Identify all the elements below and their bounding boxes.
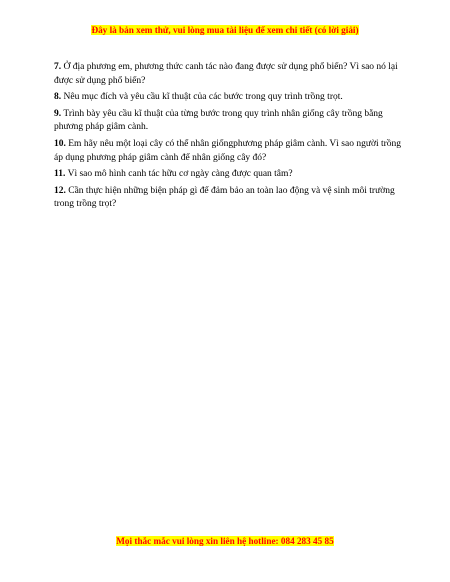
question-item-9 bbox=[54, 108, 404, 135]
question-number: 10. bbox=[54, 138, 66, 149]
question-number: 12. bbox=[54, 185, 66, 196]
question-item-10 bbox=[54, 138, 404, 165]
preview-notice-banner bbox=[0, 23, 450, 36]
question-text: Ở địa phương em, phương thức canh tác nào đang được sử dụng phổ biến? Vì sao nó lại được sử dụng phổ biến? bbox=[54, 62, 398, 86]
question-number: 7. bbox=[54, 62, 62, 72]
question-text: Nêu mục đích và yêu cầu kĩ thuật của các bước trong quy trình trồng trọt. bbox=[63, 92, 343, 103]
question-text: Vì sao mô hình canh tác hữu cơ ngày càng được quan tâm? bbox=[67, 169, 293, 180]
question-text: Trình bày yêu cầu kĩ thuật của từng bước trong quy trình nhân giống cây trồng bằng phương pháp giâm cành. bbox=[54, 108, 383, 133]
question-text: Cần thực hiện những biện pháp gì để đảm bảo an toàn lao động và vệ sinh môi trường trong trồng trọt? bbox=[54, 185, 395, 210]
question-item-7 bbox=[54, 61, 404, 88]
question-text: Em hãy nêu một loại cây có thể nhân giốngphương pháp giâm cành. Vì sao người trồng áp dụng phương pháp giâm cành để nhân giống cây đó? bbox=[54, 138, 402, 163]
preview-notice-text: Đây là bản xem thử, vui lòng mua tài liệu để xem chi tiết (có lời giải) bbox=[91, 25, 359, 35]
question-list bbox=[54, 61, 404, 215]
hotline-text: Mọi thắc mắc vui lòng xin liên hệ hotline: 084 283 45 85 bbox=[116, 536, 334, 546]
hotline-banner bbox=[0, 534, 450, 547]
question-number: 9. bbox=[54, 108, 62, 119]
question-number: 11. bbox=[54, 169, 66, 180]
question-item-8 bbox=[54, 91, 404, 105]
question-number: 8. bbox=[54, 92, 62, 103]
question-item-12 bbox=[54, 185, 404, 212]
question-item-11 bbox=[54, 168, 404, 182]
